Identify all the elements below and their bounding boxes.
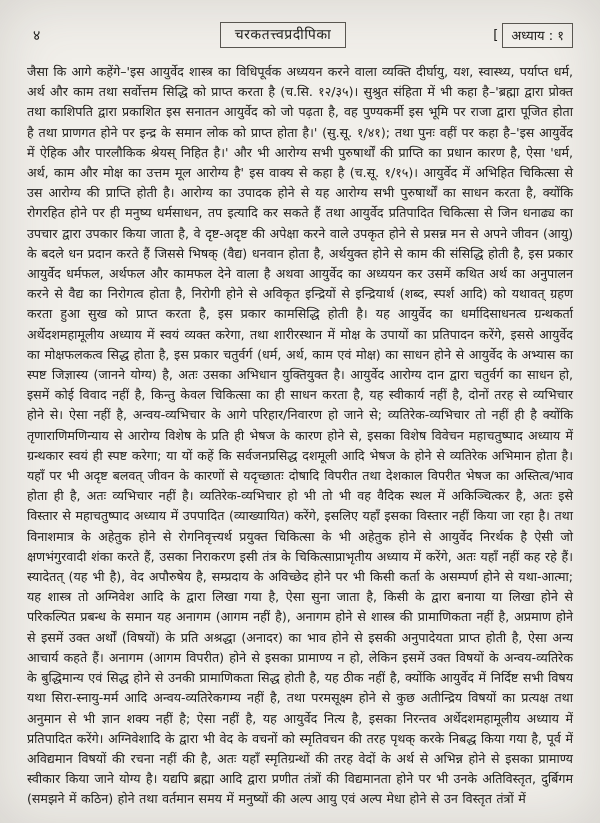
running-title: चरकतत्त्वप्रदीपिका <box>220 22 347 48</box>
chapter-open-bracket: [ <box>493 27 499 43</box>
chapter-label: अध्याय : १ <box>502 23 573 48</box>
chapter-area <box>463 23 573 48</box>
commentary-paragraph: जैसा कि आगे कहेंगे–'इस आयुर्वेद शास्त्र का विधिपूर्वक अध्ययन करने वाला व्यक्ति दीर्घायु, यश, स्वास्थ्य, पर्याप्त धर्म, अर्थ और काम तथा सर्वोत्तम सिद्धि को प्राप्त करता है (च.सि. १२/३५)। सुश्रुत संहिता में भी कहा है–'ब्रह्मा द्वारा प्रोक्त तथा काशिपति द्वारा प्रकाशित इस सनातन आयुर्वेद को जो पढ़ता है, वह पुण्यकर्मी इस भूमि पर राजा द्वारा पूजित होता है तथा प्राणगत होने पर इन्द्र के समान लोक को प्राप्त होता है।' (सु.सू. १/४१); तथा पुनः वहीं पर कहा है–'इस आयुर्वेद में ऐहिक और पारलौकिक श्रेयस् निहित है।' और भी आरोग्य सभी पुरुषार्थों की प्राप्ति का प्रधान कारण है, ऐसा 'धर्म, अर्थ, काम और मोक्ष का उत्तम मूल आरोग्य है' इस वाक्य से कहा है (च.सू. १/१५)। आयुर्वेद में अभिहित चिकित्सा से उस आरोग्य की प्राप्ति होती है। आरोग्य का उपादक होने से यह आरोग्य सभी पुरुषार्थों का साधन करता है, क्योंकि रोगरहित होने पर ही मनुष्य धर्मसाधन, तप इत्यादि कर सकते हैं तथा आयुर्वेद प्रतिपादित चिकित्सा से जिन धनाढ्य का उपचार द्वारा उपकार किया जाता है, वे दृष्ट-अदृष्ट की अपेक्षा करने वाले उपकृत होने से प्रसन्न मन से अपने जीवन (आयु) के बदले धन प्रदान करते हैं जिससे भिषक् (वैद्य) धनवान होता है, अर्थयुक्त होने से काम की संसिद्धि होती है, इस प्रकार आयुर्वेद धर्मफल, अर्थफल और कामफल देने वाला है अथवा आयुर्वेद का अध्ययन कर उसमें कथित अर्थ का अनुपालन करने से वैद्य का निरोगत्व होता है, निरोगी होने से अविकृत इन्द्रियों से इन्द्रियार्थ (शब्द, स्पर्श आदि) को यथावत् ग्रहण करता हुआ सुख को प्राप्त करता है, इस प्रकार कामसिद्धि होती है। यह आयुर्वेद का धर्मादिसाधनत्व ग्रन्थकर्ता अर्थेदशमहामूलीय अध्याय में स्वयं व्यक्त करेगा, तथा शारीरस्थान में मोक्ष के उपायों का प्रतिपादन करेंगे, इससे आयुर्वेद का मोक्षफलकत्व सिद्ध होता है, इस प्रकार चतुर्वर्ग (धर्म, अर्थ, काम एवं मोक्ष) का साधन होने से आयुर्वेद के अभ्यास का स्पष्ट जिज्ञास्य (जानने योग्य) है, अतः उसका अभिधान युक्तियुक्त है। आयुर्वेद आरोग्य दान द्वारा चतुर्वर्ग का साधन हो, इसमें कोई विवाद नहीं है, किन्तु केवल चिकित्सा का ही साधन करता है, यह स्वीकार्य नहीं है, दोनों तरह से व्यभिचार होने से। ऐसा नहीं है, अन्वय-व्यभिचार के आगे परिहार/निवारण हो जाने से; व्यतिरेक-व्यभिचार तो नहीं ही है क्योंकि तृणाराणिमणिन्याय से आरोग्य विशेष के प्रति ही भेषज के कारण होने से, इसका विशेष विवेचन महाचतुष्पाद अध्याय में ग्रन्थकार स्वयं ही स्पष्ट करेगा; या यों कहें कि सर्वजनप्रसिद्ध दशमूली आदि भेषज के होने से व्यतिरेक अभिमान होता है। यहाँ पर भी अदृष्ट बलवत् जीवन के कारणों से यदृच्छातः दोषादि विपरीत तथा देशकाल विपरीत भेषज का अस्तित्व/भाव होता ही है, अतः व्यभिचार नहीं है। व्यतिरेक-व्यभिचार हो भी तो भी वह वैदिक स्थल में अकिञ्चित्कर है, अतः इसे विस्तार से महाचतुष्पाद अध्याय में उपपादित (व्याख्यायित) करेंगे, इसलिए यहाँ इसका विस्तार नहीं किया जा रहा है। तथा विनाशमात्र के अहेतुक होने से रोगनिवृत्त्यर्थ प्रयुक्त चिकित्सा के भी अहेतुक होने से आयुर्वेद निरर्थक है ऐसी जो क्षणभंगुरवादी शंका करते हैं, उसका निराकरण इसी तंत्र के चिकित्साप्राभृतीय अध्याय में करेंगे, अतः यहाँ नहीं कह रहे हैं। स्यादेतत् (यह भी है), वेद अपौरुषेय है, सम्प्रदाय के अविच्छेद होने पर भी किसी कर्ता के असम्पर्ण होने से यथा-आत्मा; यह शास्त्र तो अग्निवेश आदि के द्वारा लिखा गया है, ऐसा सुना जाता है, किसी के द्वारा बनाया या लिखा होने से परिकल्पित प्रबन्ध के समान यह अनागम (आगम नहीं है), अनागम होने से शास्त्र की प्रामाणिकता नहीं है, अप्रमाण होने से इसमें उक्त अर्थों (विषयों) के प्रति अश्रद्धा (अनादर) का भाव होने से इसकी अनुपादेयता प्राप्त होती है, ऐसा अन्य आचार्य कहते हैं। अनागम (आगम विपरीत) होने से इसका प्रामाण्य न हो, लेकिन इसमें उक्त विषयों के अन्वय-व्यतिरेक के बुद्धिमान्य एवं सिद्ध होने से उनकी प्रामाणिकता सिद्ध होती है, यह ठीक नहीं है, क्योंकि आयुर्वेद में निर्दिष्ट सभी विषय यथा सिरा-स्नायु-मर्म आदि अन्वय-व्यतिरेकगम्य नहीं है, तथा परमसूक्ष्म होने से कुछ अतीन्द्रिय विषयों का प्रत्यक्ष तथा अनुमान से भी ज्ञान शक्य नहीं है; ऐसा नहीं है, यह आयुर्वेद नित्य है, इसका निरन्तव अर्थेदशमहामूलीय अध्याय में प्रतिपादित करेंगे। अग्निवेशादि के द्वारा भी वेद के वचनों को स्मृतिवचन की तरह पृथक् करके निबद्ध किया गया है, पूर्व में अविद्यमान विषयों की रचना नहीं की है, अतः यहाँ स्मृतिग्रन्थों की तरह वेदों के अर्थ से अभिन्न होने से इसका प्रामाण्य स्वीकार किया जाने योग्य है। यद्यपि ब्रह्मा आदि द्वारा प्रणीत तंत्रों की विद्यमानता होने पर भी उनके अतिविस्तृत, दुर्बिगम (समझने में कठिन) होने तथा वर्तमान समय में मनुष्यों की अल्प आयु एवं अल्प मेधा होने से उन विस्तृत तंत्रों में <box>27 64 573 807</box>
page-header <box>27 22 573 48</box>
page-number: ४ <box>33 27 41 44</box>
